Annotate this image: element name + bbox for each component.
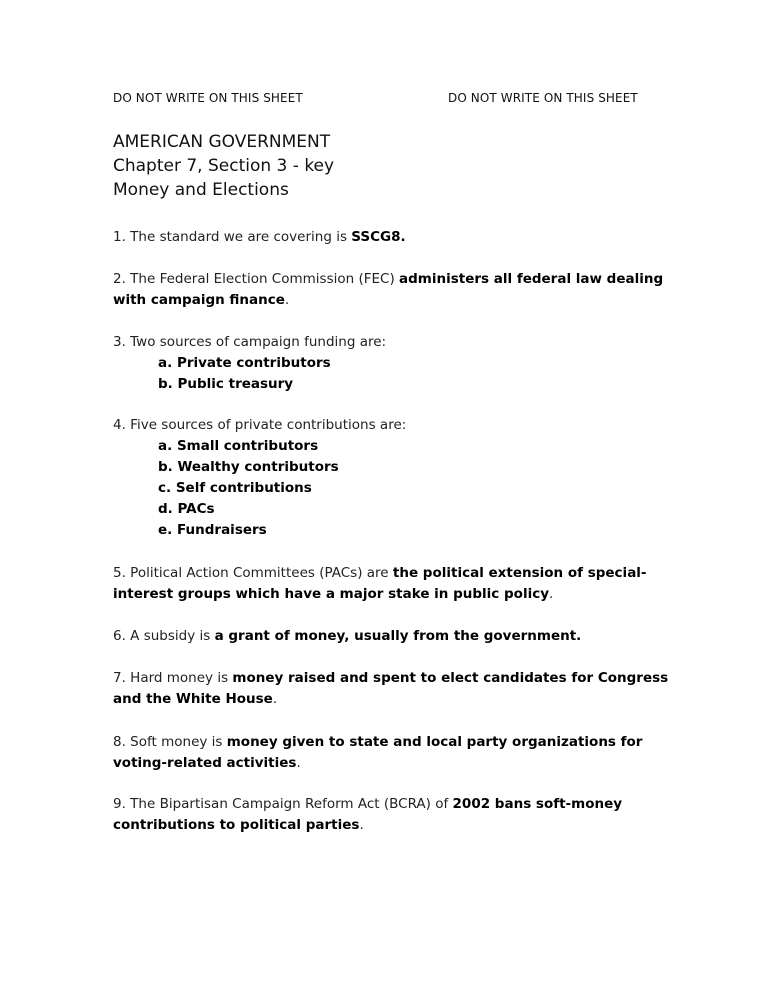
question-4-answer-b: b. Wealthy contributors [158, 459, 339, 475]
question-9-prompt: 9. The Bipartisan Campaign Reform Act (BCRA) of [113, 796, 453, 812]
question-5-end: . [549, 586, 554, 602]
question-1 [113, 227, 673, 248]
question-2 [113, 269, 673, 311]
question-1-prompt: 1. The standard we are covering is [113, 229, 352, 245]
question-6-prompt: 6. A subsidy is [113, 628, 215, 644]
question-9 [113, 794, 673, 836]
question-3-answer-a: a. Private contributors [158, 355, 331, 371]
question-8-answer: money given to state and local party organizations for voting-related activities [113, 734, 643, 771]
question-2-prompt: 2. The Federal Election Commission (FEC) [113, 271, 400, 287]
question-4-answer-c: c. Self contributions [158, 480, 312, 496]
question-7-end: . [272, 691, 278, 707]
question-8-end: . [296, 755, 301, 771]
question-6-answer: a grant of money, usually from the government. [214, 628, 582, 644]
question-5 [113, 563, 673, 605]
chapter-title: Chapter 7, Section 3 - key [113, 156, 335, 176]
question-9-end: . [359, 817, 364, 833]
question-5-prompt: 5. Political Action Committees (PACs) are [113, 565, 393, 581]
question-3 [113, 332, 673, 395]
question-7-answer: money raised and spent to elect candidates for Congress and the White House [113, 670, 669, 707]
notice-right: DO NOT WRITE ON THIS SHEET [448, 91, 638, 105]
question-8 [113, 732, 673, 774]
question-9-answer: 2002 bans soft-money contributions to political parties [113, 796, 623, 833]
question-7-prompt: 7. Hard money is [113, 670, 233, 686]
title-block [113, 130, 334, 202]
question-3-prompt: 3. Two sources of campaign funding are: [113, 334, 387, 350]
course-title: AMERICAN GOVERNMENT [113, 132, 331, 152]
question-2-answer: administers all federal law dealing with campaign finance [113, 271, 664, 308]
question-4-answer-d: d. PACs [158, 501, 215, 517]
question-4-answer-e: e. Fundraisers [158, 522, 267, 538]
question-3-answer-b: b. Public treasury [158, 376, 294, 392]
question-4-answer-a: a. Small contributors [158, 438, 319, 454]
notice-left: DO NOT WRITE ON THIS SHEET [113, 91, 303, 105]
question-5-answer: the political extension of special-interest groups which have a major stake in public policy [113, 565, 647, 602]
question-7 [113, 668, 673, 710]
question-6 [113, 626, 673, 647]
question-2-end: . [284, 292, 290, 308]
question-4 [113, 415, 673, 541]
question-8-prompt: 8. Soft money is [113, 734, 227, 750]
question-1-answer: SSCG8. [351, 229, 406, 245]
question-4-prompt: 4. Five sources of private contributions are: [113, 417, 407, 433]
section-title: Money and Elections [113, 180, 289, 200]
